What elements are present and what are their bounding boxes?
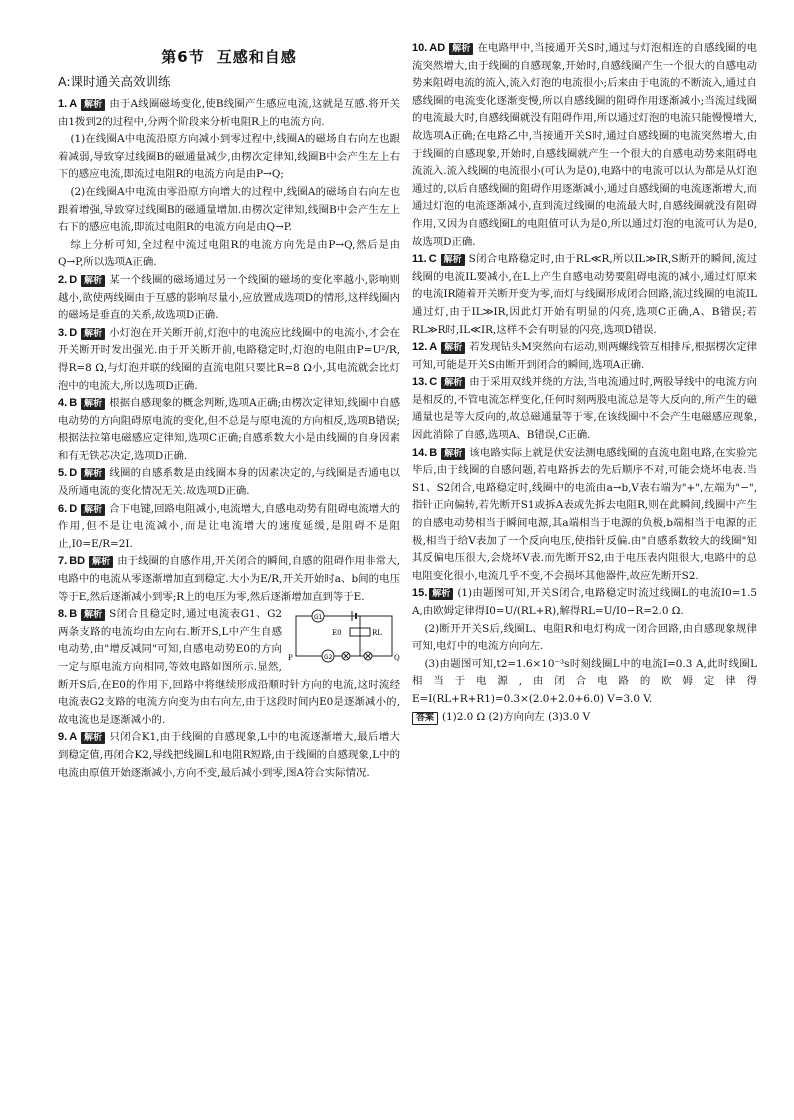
- answer-letter: D: [69, 502, 78, 515]
- question-number: 8.: [58, 608, 68, 621]
- analysis-tag: 解析: [81, 504, 105, 516]
- analysis-tag: 解析: [441, 448, 465, 460]
- answer-letter: C: [429, 376, 438, 389]
- analysis-tag: 解析: [89, 556, 113, 568]
- analysis-tag: 解析: [81, 609, 105, 621]
- question-paragraph: [58, 237, 400, 272]
- left-column: [58, 0, 400, 782]
- question-item: [58, 325, 400, 395]
- analysis-tag: 解析: [429, 588, 453, 600]
- p-label: P: [288, 654, 293, 663]
- explanation-text: 根据自感现象的概念判断,选项A正确;由楞次定律知,线圈中自感电动势的方向阻碍原电流的变化,但不总是与原电流的方向相反,选项B错误;根据法拉第电磁感应定律知,选项C正确;自感系数大小是由线圈的自身因素和有无铁芯决定,选项D正确.: [58, 397, 400, 462]
- final-answer-text: (1)2.0 Ω (2)方向向左 (3)3.0 V: [442, 710, 591, 723]
- question-paragraph: [412, 656, 757, 709]
- explanation-text: 线圈的自感系数是由线圈本身的因素决定的,与线圈是否通电以及所通电流的变化情况无关.故选项D正确.: [58, 467, 400, 498]
- explanation-text: 在电路甲中,当接通开关S时,通过与灯泡相连的自感线圈的电流突然增大,由于线圈的自感现象,开始时,自感线圈产生一个很大的自感电动势来阻碍电流的流入,流入灯泡的电流很小;后来由于电流的不断流入,通过自感线圈的电流变化逐渐变慢,所以自感线圈的阻碍作用逐渐减小;当流过线圈的电流最大时,自感线圈就没有阻碍作用,所以通过灯泡的电流只能慢慢增大,故选项A正确;在电路乙中,当接通开关S时,通过自感线圈的电流突然增大,由于线圈的自感现象,开始时,自感线圈就产生一个很大的自感电动势来阻碍电流流入.流入线圈的电流很小(可认为是0),电路中的电流可以认为都是从灯泡通过的,以后自感线圈的阻碍作用逐渐减小,通过自感线圈的电流逐渐增大,而通过灯泡的电流逐渐减小,直到流过线圈的电流最大时,自感线圈就没有阻碍作用,又因为自感线圈L的电阻值可认为是0,所以通过灯泡的电流可认为是0,故选项D正确.: [412, 42, 757, 248]
- analysis-tag: 解析: [441, 342, 465, 354]
- answer-letter: A: [429, 341, 438, 354]
- analysis-tag: 解析: [81, 328, 105, 340]
- explanation-text: (3)由题图可知,t2=1.6×10⁻³s时刻线圈L中的电流I=0.3 A,此时线圈L相当于电源,由闭合电路的欧姆定律得E=I(RL+R+R1)=0.3×(2.0+2.0+6.0) V=3.0 V.: [412, 657, 757, 705]
- answer-letter: B: [69, 397, 78, 410]
- answer-tag: 答案: [412, 712, 438, 725]
- page-title: [58, 46, 400, 67]
- question-item: [58, 553, 400, 606]
- g1-label: G1: [314, 614, 323, 622]
- question-number: 7.: [58, 555, 68, 568]
- analysis-tag: 解析: [81, 275, 105, 287]
- question-number: 14.: [412, 446, 428, 459]
- explanation-text: (1)在线圈A中电流沿原方向减小到零过程中,线圈A的磁场自右向左也跟着减弱,导致穿过线圈B的磁通量减少,由楞次定律知,线圈B中会产生左上右下的感应电流,即流过电阻R的电流方向是由P→Q;: [58, 133, 400, 181]
- question-number: 9.: [58, 731, 68, 744]
- analysis-tag: 解析: [81, 468, 105, 480]
- question-number: 1.: [58, 98, 68, 110]
- analysis-tag: 解析: [449, 43, 473, 55]
- answer-letter: A: [69, 731, 78, 744]
- question-number: 4.: [58, 397, 68, 410]
- question-item: [412, 251, 757, 339]
- question-number: 6.: [58, 502, 68, 515]
- question-item: [58, 272, 400, 325]
- explanation-text: 只闭合K1,由于线圈的自感现象,L中的电流逐渐增大,最后增大到稳定值,再闭合K2,导线把线圈L和电阻R短路,由于线圈的自感现象,L中的电流由原值开始逐渐减小,方向不变,最后减小到零,图A符合实际情况.: [58, 731, 400, 779]
- question-paragraph: [58, 184, 400, 237]
- answer-letter: AD: [429, 42, 446, 54]
- answer-letter: BD: [69, 555, 86, 568]
- question-number: 5.: [58, 467, 68, 480]
- q-label: Q: [394, 654, 400, 663]
- answer-letter: D: [69, 326, 78, 339]
- right-question-list: [412, 40, 757, 709]
- explanation-text: 由于采用双线并绕的方法,当电流通过时,两股导线中的电流方向是相反的,不管电流怎样变化,任何时刻两股电流总是等大反向的,所产生的磁通量也是等大反向的,故总磁通量等于零,在该线圈中不会产生电磁感应现象,因此消除了自感,选项A、B错误,C正确.: [412, 376, 757, 442]
- question-item: [58, 729, 400, 782]
- section-number: 第6节: [161, 48, 205, 66]
- analysis-tag: 解析: [441, 254, 465, 266]
- answer-letter: B: [69, 608, 78, 621]
- question-item: [412, 40, 757, 251]
- analysis-tag: 解析: [81, 732, 105, 744]
- question-item: [58, 501, 400, 554]
- circuit-diagram: [288, 608, 400, 664]
- section-name: 互感和自感: [216, 48, 297, 66]
- question-item: [58, 606, 400, 729]
- question-paragraph: [412, 621, 757, 656]
- question-number: 10.: [412, 42, 428, 54]
- explanation-text: S闭合电路稳定时,由于RL≪R,所以IL≫IR,S断开的瞬间,流过线圈的电流IL要减小,在L上产生自感电动势要阻碍电流的减小,通过灯原来的电流IR随着开关断开变为零,而灯与线圈形成闭合回路,流过线圈的电流IL通过灯,由于IL≫IR,因此灯开始有明显的闪亮,选项C正确,A、B错误;若RL≫R时,IL≪IR,这样不会有明显的闪亮,选项D错误.: [412, 253, 757, 336]
- g2-label: G2: [324, 654, 333, 662]
- analysis-tag: 解析: [81, 398, 105, 410]
- explanation-text: (2)在线圈A中电流由零沿原方向增大的过程中,线圈A的磁场自右向左也跟着增强,导致穿过线圈B的磁通量增加.由楞次定律知,线圈B中会产生左上右下的感应电流,即流过电阻R的电流方向是由Q→P.: [58, 185, 400, 234]
- question-number: 11.: [412, 253, 427, 266]
- right-column: [412, 0, 757, 726]
- question-item: [412, 374, 757, 444]
- answer-letter: D: [69, 273, 78, 286]
- question-item: [412, 339, 757, 374]
- question-number: 15.: [412, 587, 428, 600]
- question-item: [412, 585, 757, 620]
- question-item: [412, 445, 757, 586]
- answer-letter: A: [69, 98, 78, 110]
- explanation-text: S闭合且稳定时,通过电流表G1、G2两条支路的电流均由左向右.断开S,L中产生自感电动势,由"增反减同"可知,自感电动势E0的方向一定与原电流方向相同,等效电路如图所示.显然,断开S后,在E0的作用下,回路中将继续形成沿顺时针方向的电流,这时流经电流表G2支路的电流方向变为由右向左,由于这段时间内E0是逐渐减小的,故电流也是逐渐减小的.: [58, 608, 400, 726]
- explanation-text: 由于线圈的自感作用,开关闭合的瞬间,自感的阻碍作用非常大,电路中的电流从零逐渐增加直到稳定.大小为E/R,开关开始时a、b间的电压等于E,然后逐渐减小到零;R上的电压为零,然后逐渐增加直到等于E.: [58, 555, 400, 603]
- answer-letter: C: [428, 253, 437, 266]
- explanation-text: 该电路实际上就是伏安法测电感线圈的直流电阻电路,在实验完毕后,由于线圈的自感问题,若电路拆去的先后顺序不对,可能会烧坏电表.当S1、S2闭合,电路稳定时,线圈中的电流由a→b,V表右端为"+",左端为"−",指针正向偏转,若先断开S1或拆A表或先拆去电阻R,则在此瞬间,线圈中产生的自感电动势相当于瞬间电源,其a端相当于电源的负极,b端相当于电源的正极,相当于给V表加了一个反向电压,使指针反偏.由"自感系数较大的线圈"知其反偏电压很大,会烧坏V表.而先断开S2,由于电压表内阻很大,电路中的总电阻变化很小,电流几乎不变,不会损坏其他器件,故应先断开S2.: [412, 446, 757, 582]
- final-answer: [412, 709, 757, 727]
- analysis-tag: 解析: [81, 99, 105, 111]
- explanation-text: 合下电键,回路电阻减小,电流增大,自感电动势有阻碍电流增大的作用,但不是让电流减小,而是让电流增大的速度延缓,是阻碍不是阻止,I0=E/R=2I.: [58, 502, 400, 550]
- e0-label: E0: [332, 629, 342, 638]
- question-item: [58, 395, 400, 465]
- explanation-text: (1)由题图可知,开关S闭合,电路稳定时流过线圈L的电流I0=1.5 A,由欧姆定律得I0=U/(RL+R),解得RL=U/I0−R=2.0 Ω.: [412, 587, 757, 617]
- left-question-list: [58, 96, 400, 782]
- question-number: 2.: [58, 273, 68, 286]
- question-number: 3.: [58, 326, 68, 339]
- explanation-text: 小灯泡在开关断开前,灯泡中的电流应比线圈中的电流小,才会在开关断开时发出强光.由于开关断开前,电路稳定时,灯泡的电阻由P=U²/R,得R=8 Ω,与灯泡并联的线圈的直流电阻只要比R=8 Ω小,其电流就会比灯泡中的电流大,所以选项D正确.: [58, 326, 400, 392]
- explanation-text: 若发现钻头M突然向右运动,则两螺线管互相排斥,根据楞次定律可知,可能是开关S由断开到闭合的瞬间,选项A正确.: [412, 341, 757, 371]
- question-number: 13.: [412, 376, 428, 389]
- question-item: [58, 96, 400, 131]
- question-item: [58, 465, 400, 500]
- explanation-text: 由于A线圈磁场变化,使B线圈产生感应电流,这就是互感.将开关由1拨到2的过程中,分两个阶段来分析电阻R上的电流方向.: [58, 98, 400, 128]
- question-number: 12.: [412, 341, 428, 354]
- answer-letter: D: [69, 467, 78, 480]
- question-paragraph: [58, 131, 400, 184]
- analysis-tag: 解析: [441, 377, 465, 389]
- explanation-text: 综上分析可知,全过程中流过电阻R的电流方向先是由P→Q,然后是由Q→P,所以选项A正确.: [58, 238, 400, 269]
- rl-label: RL: [372, 629, 382, 638]
- exercise-heading: A:课时通关高效训练: [58, 74, 171, 89]
- explanation-text: 某一个线圈的磁场通过另一个线圈的磁场的变化率越小,影响则越小,欲使两线圈由于互感的影响尽量小,应放置成选项D的情形,这样线圈内的磁场是垂直的关系,故选项D正确.: [58, 273, 400, 322]
- explanation-text: (2)断开开关S后,线圈L、电阻R和电灯构成一闭合回路,由自感现象规律可知,电灯中的电流方向向左.: [412, 622, 757, 653]
- answer-letter: B: [429, 446, 438, 459]
